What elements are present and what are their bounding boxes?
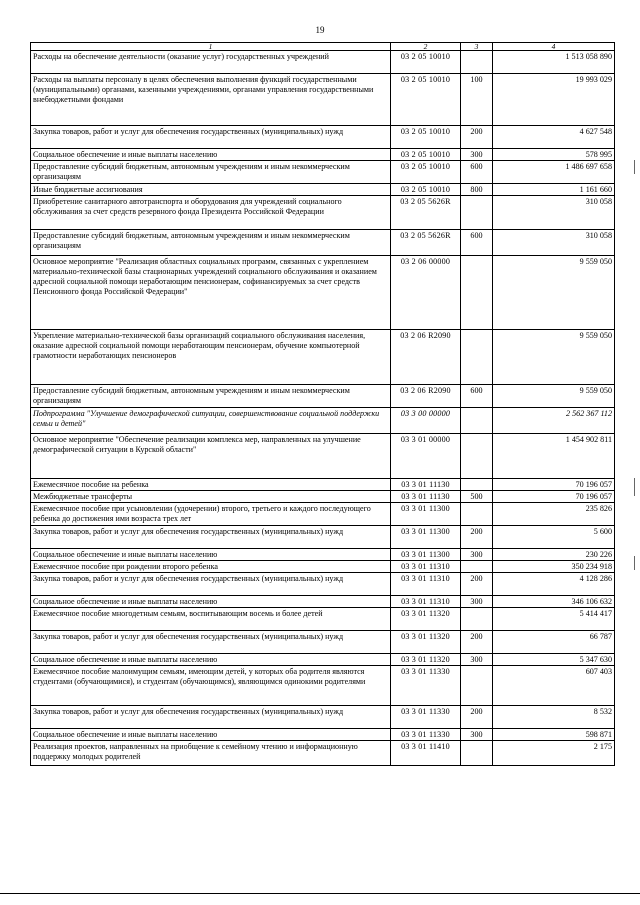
table-row (31, 561, 615, 573)
row-amount-cell: 578 995 (493, 149, 615, 161)
row-expense-type-cell: 300 (461, 149, 493, 161)
row-amount-cell: 607 403 (493, 666, 615, 706)
table-row (31, 51, 615, 74)
table-row (31, 666, 615, 706)
row-amount-cell: 19 993 029 (493, 74, 615, 126)
table-body (31, 51, 615, 766)
row-name-cell: Основное мероприятие "Обеспечение реализации комплекса мер, направленных на улучшение демографической ситуации в Курской области" (31, 434, 391, 479)
row-expense-type-cell (461, 741, 493, 766)
column-number: 1 (31, 43, 391, 51)
row-code-cell: 03 2 05 10010 (391, 184, 461, 196)
row-name-cell: Предоставление субсидий бюджетным, автономным учреждениям и иным некоммерческим организациям (31, 230, 391, 256)
row-amount-cell: 1 161 660 (493, 184, 615, 196)
row-name-cell: Закупка товаров, работ и услуг для обеспечения государственных (муниципальных) нужд (31, 706, 391, 729)
table-row (31, 596, 615, 608)
row-name-cell: Приобретение санитарного автотранспорта и оборудования для учреждений социального обслуживания за счет средств резервного фонда Президента Российской Федерации (31, 196, 391, 230)
row-code-cell: 03 3 01 11320 (391, 631, 461, 654)
row-name-cell: Социальное обеспечение и иные выплаты населению (31, 729, 391, 741)
table-row (31, 729, 615, 741)
table-row (31, 408, 615, 434)
row-expense-type-cell: 200 (461, 526, 493, 549)
row-amount-cell: 4 627 548 (493, 126, 615, 149)
table-row (31, 741, 615, 766)
table-row (31, 654, 615, 666)
row-name-cell: Социальное обеспечение и иные выплаты населению (31, 654, 391, 666)
row-amount-cell: 235 826 (493, 503, 615, 526)
row-name-cell: Предоставление субсидий бюджетным, автономным учреждениям и иным некоммерческим организациям (31, 161, 391, 184)
row-name-cell: Социальное обеспечение и иные выплаты населению (31, 149, 391, 161)
row-code-cell: 03 2 06 00000 (391, 256, 461, 330)
table-row (31, 330, 615, 385)
row-expense-type-cell: 500 (461, 491, 493, 503)
budget-table (30, 42, 615, 766)
row-code-cell: 03 3 01 11310 (391, 596, 461, 608)
row-code-cell: 03 3 01 11130 (391, 479, 461, 491)
row-name-cell: Предоставление субсидий бюджетным, автономным учреждениям и иным некоммерческим организациям (31, 385, 391, 408)
page-bottom-border (0, 893, 640, 894)
scan-margin-mark (634, 160, 635, 174)
row-amount-cell: 350 234 918 (493, 561, 615, 573)
table-row (31, 434, 615, 479)
row-code-cell: 03 2 05 10010 (391, 149, 461, 161)
row-amount-cell: 66 787 (493, 631, 615, 654)
row-amount-cell: 9 559 050 (493, 385, 615, 408)
row-code-cell: 03 2 05 10010 (391, 51, 461, 74)
row-amount-cell: 9 559 050 (493, 256, 615, 330)
column-number: 4 (493, 43, 615, 51)
row-expense-type-cell: 300 (461, 596, 493, 608)
scan-margin-mark (634, 556, 635, 570)
row-amount-cell: 230 226 (493, 549, 615, 561)
row-code-cell: 03 3 01 11330 (391, 706, 461, 729)
row-name-cell: Межбюджетные трансферты (31, 491, 391, 503)
row-expense-type-cell (461, 503, 493, 526)
row-code-cell: 03 3 01 11330 (391, 666, 461, 706)
row-amount-cell: 5 414 417 (493, 608, 615, 631)
row-code-cell: 03 2 06 R2090 (391, 385, 461, 408)
column-number: 3 (461, 43, 493, 51)
row-expense-type-cell (461, 666, 493, 706)
row-expense-type-cell: 600 (461, 230, 493, 256)
row-code-cell: 03 3 00 00000 (391, 408, 461, 434)
row-amount-cell: 310 058 (493, 196, 615, 230)
row-code-cell: 03 2 05 10010 (391, 126, 461, 149)
row-amount-cell: 5 600 (493, 526, 615, 549)
row-name-cell: Закупка товаров, работ и услуг для обеспечения государственных (муниципальных) нужд (31, 573, 391, 596)
row-expense-type-cell: 300 (461, 549, 493, 561)
row-expense-type-cell (461, 196, 493, 230)
row-amount-cell: 346 106 632 (493, 596, 615, 608)
row-code-cell: 03 3 01 11320 (391, 654, 461, 666)
column-number: 2 (391, 43, 461, 51)
table-row (31, 256, 615, 330)
row-expense-type-cell: 600 (461, 385, 493, 408)
row-expense-type-cell: 200 (461, 573, 493, 596)
row-code-cell: 03 3 01 11300 (391, 526, 461, 549)
row-expense-type-cell (461, 434, 493, 479)
row-code-cell: 03 3 01 11300 (391, 549, 461, 561)
row-name-cell: Расходы на обеспечение деятельности (оказание услуг) государственных учреждений (31, 51, 391, 74)
row-code-cell: 03 3 01 00000 (391, 434, 461, 479)
row-expense-type-cell: 100 (461, 74, 493, 126)
row-expense-type-cell: 200 (461, 706, 493, 729)
table-row (31, 74, 615, 126)
table-row (31, 526, 615, 549)
row-expense-type-cell (461, 479, 493, 491)
row-code-cell: 03 2 06 R2090 (391, 330, 461, 385)
row-expense-type-cell (461, 608, 493, 631)
row-code-cell: 03 3 01 11130 (391, 491, 461, 503)
row-code-cell: 03 3 01 11310 (391, 561, 461, 573)
row-expense-type-cell: 300 (461, 654, 493, 666)
row-name-cell: Закупка товаров, работ и услуг для обеспечения государственных (муниципальных) нужд (31, 631, 391, 654)
row-amount-cell: 1 454 902 811 (493, 434, 615, 479)
row-code-cell: 03 2 05 10010 (391, 161, 461, 184)
table-row (31, 161, 615, 184)
row-code-cell: 03 2 05 10010 (391, 74, 461, 126)
row-name-cell: Ежемесячное пособие при рождении второго ребенка (31, 561, 391, 573)
row-amount-cell: 5 347 630 (493, 654, 615, 666)
table-row (31, 149, 615, 161)
row-name-cell: Закупка товаров, работ и услуг для обеспечения государственных (муниципальных) нужд (31, 126, 391, 149)
row-name-cell: Ежемесячное пособие малоимущим семьям, имеющим детей, у которых оба родителя являются студентами (обучающимися), и студентам (обучающимся), являющимся одинокими родителями (31, 666, 391, 706)
row-name-cell: Закупка товаров, работ и услуг для обеспечения государственных (муниципальных) нужд (31, 526, 391, 549)
row-amount-cell: 9 559 050 (493, 330, 615, 385)
row-expense-type-cell: 200 (461, 631, 493, 654)
row-expense-type-cell (461, 408, 493, 434)
row-name-cell: Укрепление материально-технической базы организаций социального обслуживания населения, оказание адресной социальной помощи неработающим пенсионерам, обучение компьютерной грамотности неработающих пенсионеров (31, 330, 391, 385)
row-expense-type-cell: 300 (461, 729, 493, 741)
row-amount-cell: 4 128 286 (493, 573, 615, 596)
table-row (31, 184, 615, 196)
row-name-cell: Иные бюджетные ассигнования (31, 184, 391, 196)
row-code-cell: 03 2 05 5626R (391, 230, 461, 256)
row-amount-cell: 8 532 (493, 706, 615, 729)
row-name-cell: Ежемесячное пособие на ребенка (31, 479, 391, 491)
table-row (31, 230, 615, 256)
row-amount-cell: 1 513 058 890 (493, 51, 615, 74)
row-code-cell: 03 3 01 11330 (391, 729, 461, 741)
table-row (31, 126, 615, 149)
row-amount-cell: 2 175 (493, 741, 615, 766)
row-name-cell: Ежемесячное пособие многодетным семьям, воспитывающим восемь и более детей (31, 608, 391, 631)
row-amount-cell: 70 196 057 (493, 479, 615, 491)
row-name-cell: Социальное обеспечение и иные выплаты населению (31, 596, 391, 608)
row-code-cell: 03 3 01 11310 (391, 573, 461, 596)
row-expense-type-cell (461, 51, 493, 74)
scan-margin-mark (634, 478, 635, 496)
row-code-cell: 03 3 01 11300 (391, 503, 461, 526)
table-row (31, 479, 615, 491)
row-name-cell: Подпрограмма "Улучшение демографической ситуации, совершенствование социальной поддержки семьи и детей" (31, 408, 391, 434)
table-row (31, 608, 615, 631)
row-expense-type-cell (461, 561, 493, 573)
row-code-cell: 03 3 01 11410 (391, 741, 461, 766)
table-row (31, 631, 615, 654)
table-row (31, 706, 615, 729)
row-name-cell: Реализация проектов, направленных на приобщение к семейному чтению и информационную поддержку молодых родителей (31, 741, 391, 766)
table-row (31, 573, 615, 596)
row-amount-cell: 1 486 697 658 (493, 161, 615, 184)
row-name-cell: Основное мероприятие "Реализация областных социальных программ, связанных с укреплением материально-технической базы стационарных учреждений социального обслуживания и оказанием адресной социальной помощи неработающим пенсионерам, софинансируемых за счет средств Пенсионного фонда Российской Федерации" (31, 256, 391, 330)
row-code-cell: 03 3 01 11320 (391, 608, 461, 631)
table-row (31, 503, 615, 526)
table-row (31, 491, 615, 503)
row-expense-type-cell: 800 (461, 184, 493, 196)
row-name-cell: Ежемесячное пособие при усыновлении (удочерении) второго, третьего и каждого последующего ребенка до достижения ими возраста трех лет (31, 503, 391, 526)
row-amount-cell: 2 562 367 112 (493, 408, 615, 434)
row-expense-type-cell (461, 330, 493, 385)
row-name-cell: Социальное обеспечение и иные выплаты населению (31, 549, 391, 561)
table-row (31, 385, 615, 408)
row-expense-type-cell (461, 256, 493, 330)
page-number: 19 (315, 25, 325, 35)
row-amount-cell: 70 196 057 (493, 491, 615, 503)
row-expense-type-cell: 200 (461, 126, 493, 149)
row-amount-cell: 310 058 (493, 230, 615, 256)
column-number-row (31, 43, 615, 51)
row-amount-cell: 598 871 (493, 729, 615, 741)
row-name-cell: Расходы на выплаты персоналу в целях обеспечения выполнения функций государственными (муниципальными) органами, казенными учреждениями, органами управления государственными внебюджетными фондами (31, 74, 391, 126)
row-expense-type-cell: 600 (461, 161, 493, 184)
table-row (31, 196, 615, 230)
row-code-cell: 03 2 05 5626R (391, 196, 461, 230)
table-row (31, 549, 615, 561)
